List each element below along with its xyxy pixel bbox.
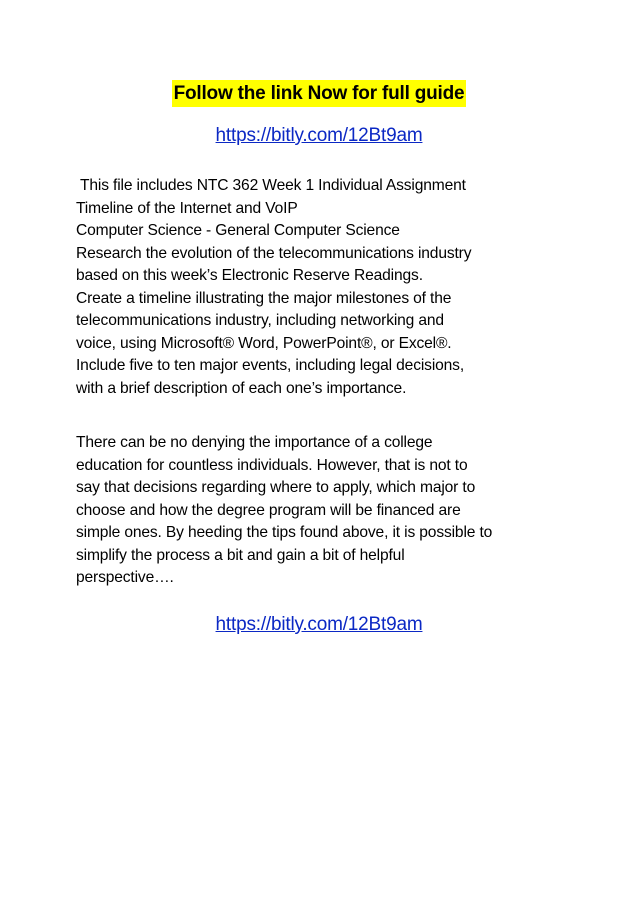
paragraph-education: [76, 432, 576, 590]
paragraph-line: Research the evolution of the telecommunications industry: [76, 244, 472, 262]
paragraph-line: say that decisions regarding where to apply, which major to: [76, 479, 476, 496]
paragraph-line: Timeline of the Internet and VoIP: [76, 199, 298, 217]
paragraph-line: Computer Science - General Computer Science: [76, 222, 400, 239]
paragraph-line: choose and how the degree program will be financed are: [76, 501, 461, 519]
paragraph-line: There can be no denying the importance of a college: [76, 434, 433, 451]
paragraph-line: perspective….: [76, 569, 174, 586]
page-heading: Follow the link Now for full guide: [172, 80, 467, 107]
paragraph-line: simplify the process a bit and gain a bit of helpful: [76, 546, 405, 564]
paragraph-line: based on this week’s Electronic Reserve Readings.: [76, 267, 423, 284]
paragraph-assignment: [76, 175, 576, 400]
paragraph-line: simple ones. By heeding the tips found above, it is possible to: [76, 524, 493, 541]
guide-link-bottom[interactable]: https://bitly.com/12Bt9am: [215, 614, 423, 635]
paragraph-line: education for countless individuals. However, that is not to: [76, 456, 468, 474]
paragraph-line: telecommunications industry, including networking and: [76, 312, 444, 329]
guide-link-top[interactable]: https://bitly.com/12Bt9am: [215, 125, 423, 146]
paragraph-line: Include five to ten major events, including legal decisions,: [76, 357, 465, 374]
paragraph-line: voice, using Microsoft® Word, PowerPoint®, or Excel®.: [76, 334, 452, 352]
heading-container: [0, 80, 638, 107]
paragraph-line: Create a timeline illustrating the major milestones of the: [76, 289, 452, 307]
paragraph-line: This file includes NTC 362 Week 1 Individual Assignment: [80, 177, 466, 194]
paragraph-line: with a brief description of each one’s importance.: [76, 379, 407, 397]
